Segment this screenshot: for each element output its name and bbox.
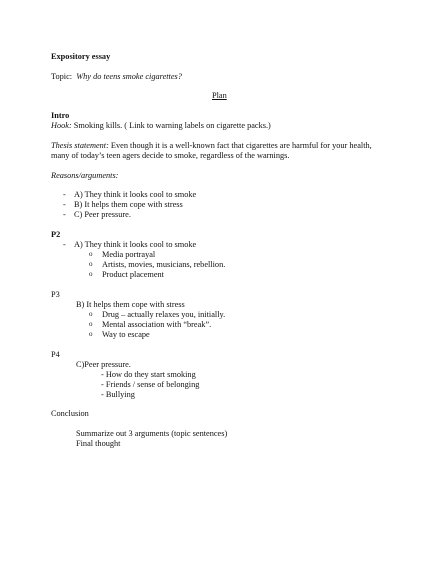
bullet-icon: o	[89, 320, 93, 328]
p3-sub-point: Way to escape	[102, 330, 150, 339]
p2-sub-point: Media portrayal	[102, 250, 156, 259]
reason-item: C) Peer pressure.	[74, 210, 131, 219]
hook-line	[51, 121, 271, 131]
conclusion-line: Summarize out 3 arguments (topic sentences)	[76, 429, 228, 438]
plan-heading: Plan	[212, 91, 227, 100]
thesis-text-1: Even though it is a well-known fact that cigarettes are harmful for your health,	[108, 141, 372, 150]
hook-label: Hook:	[51, 121, 72, 130]
reasons-label: Reasons/arguments:	[51, 171, 119, 180]
p4-sub-point: - Bullying	[101, 390, 135, 399]
p4-sub-point: - Friends / sense of belonging	[101, 380, 200, 389]
topic-label: Topic:	[51, 72, 73, 81]
document-title: Expository essay	[51, 52, 111, 61]
p2-heading: P2	[51, 230, 61, 239]
topic-value: Why do teens smoke cigarettes?	[76, 72, 182, 81]
topic-line	[51, 72, 182, 82]
p2-sub-point: Product placement	[102, 270, 164, 279]
p4-main-point: C)Peer pressure.	[76, 360, 131, 369]
bullet-icon: o	[89, 250, 93, 258]
p2-main-point: A) They think it looks cool to smoke	[74, 240, 197, 249]
hook-text: Smoking kills. ( Link to warning labels on cigarette packs.)	[71, 121, 271, 130]
bullet-icon: o	[89, 330, 93, 338]
p4-sub-point: - How do they start smoking	[101, 370, 196, 379]
reason-item: B) It helps them cope with stress	[74, 200, 183, 209]
p3-sub-point: Drug – actually relaxes you, initially.	[102, 310, 226, 319]
thesis-line-2: many of today’s teen agers decide to smoke, regardless of the warnings.	[51, 151, 290, 160]
reason-dash: -	[63, 210, 66, 219]
p4-heading: P4	[51, 350, 60, 359]
p2-sub-point: Artists, movies, musicians, rebellion.	[102, 260, 226, 269]
p2-dash: -	[63, 240, 66, 249]
conclusion-heading: Conclusion	[51, 409, 89, 418]
reason-dash: -	[63, 190, 66, 199]
intro-heading: Intro	[51, 111, 70, 120]
reason-dash: -	[63, 200, 66, 209]
p3-heading: P3	[51, 290, 60, 299]
p3-main-point: B) It helps them cope with stress	[76, 300, 185, 309]
p3-sub-point: Mental association with “break”.	[102, 320, 212, 329]
thesis-label: Thesis statement:	[51, 141, 109, 150]
reason-item: A) They think it looks cool to smoke	[74, 190, 197, 199]
conclusion-line: Final thought	[76, 439, 121, 448]
thesis-line-1	[51, 141, 372, 151]
bullet-icon: o	[89, 310, 93, 318]
bullet-icon: o	[89, 270, 93, 278]
bullet-icon: o	[89, 260, 93, 268]
